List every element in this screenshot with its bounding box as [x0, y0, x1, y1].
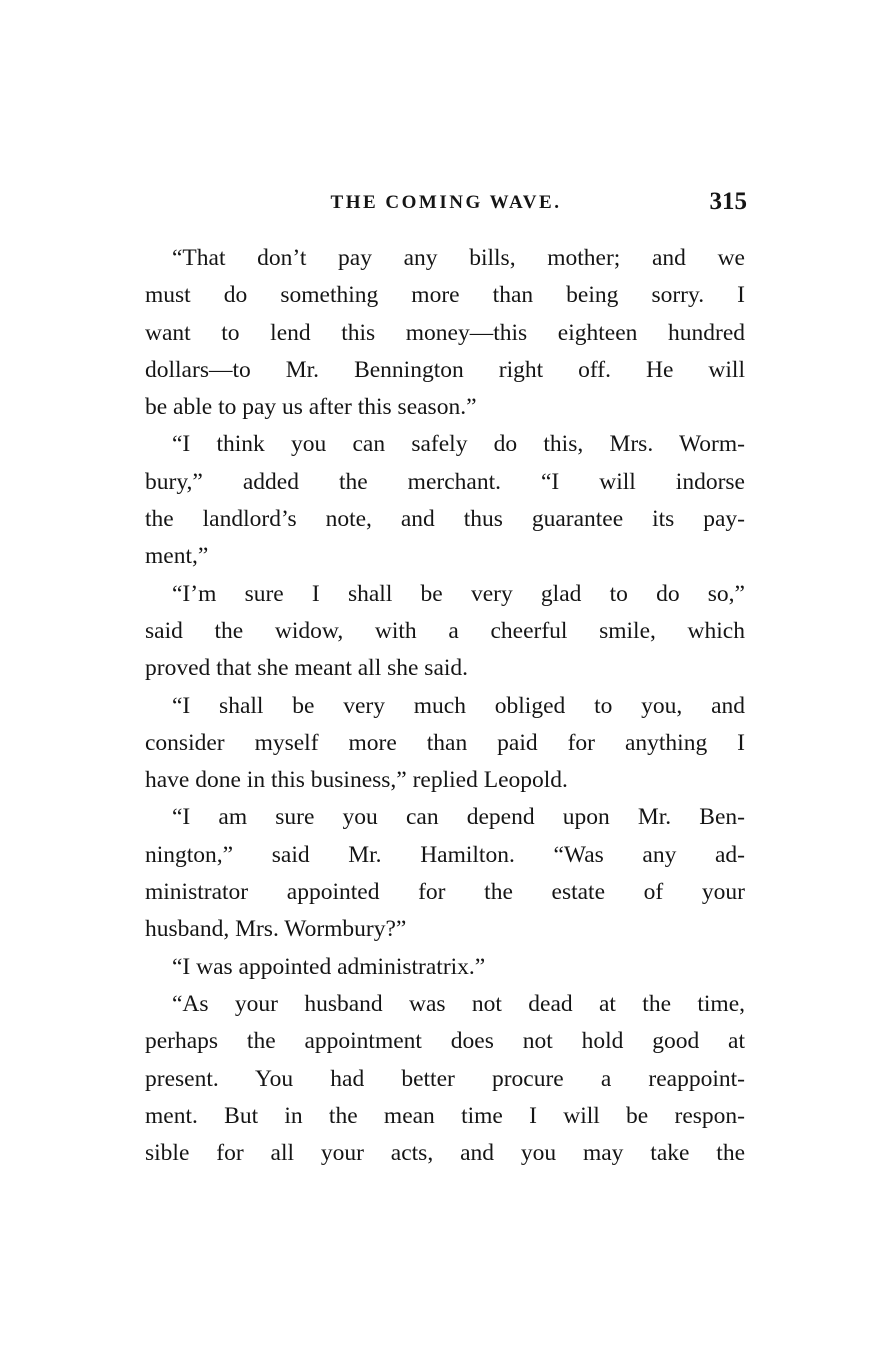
text-line: ment,” [145, 543, 209, 570]
text-line: ministrator appointed for the estate of your [145, 879, 745, 906]
text-line: bury,” added the merchant. “I will indorse [145, 468, 745, 495]
text-line: “As your husband was not dead at the time, [172, 990, 745, 1017]
text-line: present. You had better procure a reappoint- [145, 1065, 745, 1092]
text-line: “I was appointed administratrix.” [172, 953, 486, 980]
page-number: 315 [709, 188, 747, 215]
page-header [145, 188, 747, 222]
running-title: THE COMING WAVE. [330, 192, 562, 213]
text-line: want to lend this money—this eighteen hundred [145, 319, 745, 346]
text-line: sible for all your acts, and you may take the [145, 1140, 745, 1167]
text-line: husband, Mrs. Wormbury?” [145, 916, 407, 943]
text-line: consider myself more than paid for anything I [145, 729, 745, 756]
text-line: nington,” said Mr. Hamilton. “Was any ad- [145, 841, 745, 868]
text-line: “I think you can safely do this, Mrs. Worm- [172, 431, 745, 458]
text-line: “That don’t pay any bills, mother; and we [172, 245, 745, 271]
text-line: “I’m sure I shall be very glad to do so,” [172, 580, 745, 607]
text-line: “I am sure you can depend upon Mr. Ben- [172, 804, 745, 831]
text-line: must do something more than being sorry. I [145, 282, 745, 309]
text-line: “I shall be very much obliged to you, and [172, 692, 745, 719]
text-line: have done in this business,” replied Leopold. [145, 767, 568, 794]
text-line: ment. But in the mean time I will be respon- [145, 1102, 745, 1129]
text-line: said the widow, with a cheerful smile, which [145, 617, 745, 644]
text-line: the landlord’s note, and thus guarantee its pay- [145, 506, 745, 533]
text-line: dollars—to Mr. Bennington right off. He will [145, 356, 745, 383]
body-text [145, 240, 745, 1172]
text-line: proved that she meant all she said. [145, 655, 469, 682]
text-line: be able to pay us after this season.” [145, 394, 477, 421]
text-line: perhaps the appointment does not hold good at [145, 1028, 745, 1055]
